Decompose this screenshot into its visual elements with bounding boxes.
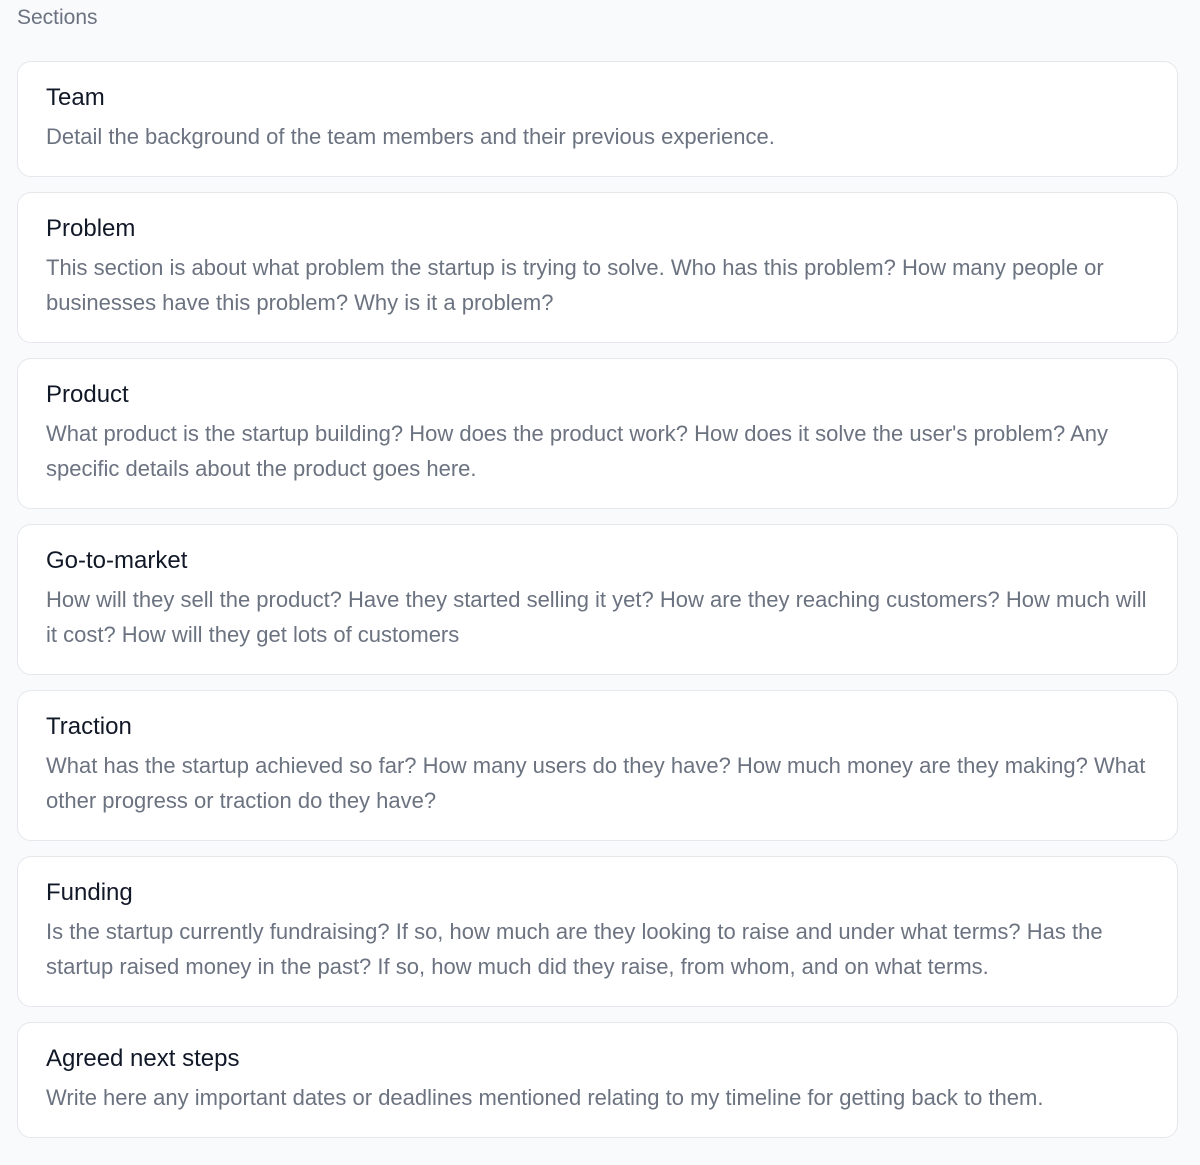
section-card-agreed-next-steps[interactable] <box>17 1022 1178 1138</box>
section-title: Team <box>46 84 105 111</box>
section-title: Problem <box>46 215 136 242</box>
section-description: What has the startup achieved so far? How many users do they have? How much money are they making? What other progress or traction do they have? <box>46 753 1146 813</box>
section-card-funding[interactable] <box>17 856 1178 1007</box>
section-card-traction[interactable] <box>17 690 1178 841</box>
section-card-team[interactable] <box>17 61 1178 177</box>
section-description: How will they sell the product? Have they started selling it yet? How are they reaching customers? How much will it cost? How will they get lots of customers <box>46 587 1147 647</box>
section-title: Agreed next steps <box>46 1045 240 1072</box>
section-card-product[interactable] <box>17 358 1178 509</box>
section-description: This section is about what problem the startup is trying to solve. Who has this problem? How many people or businesses have this problem? Why is it a problem? <box>46 255 1104 315</box>
section-title: Go-to-market <box>46 547 188 574</box>
sections-list <box>17 61 1178 1138</box>
section-card-go-to-market[interactable] <box>17 524 1178 675</box>
section-title: Product <box>46 381 129 408</box>
section-title: Traction <box>46 713 132 740</box>
section-description: Detail the background of the team members and their previous experience. <box>46 124 775 149</box>
section-title: Funding <box>46 879 133 906</box>
section-description: Is the startup currently fundraising? If so, how much are they looking to raise and under what terms? Has the startup raised money in the past? If so, how much did they raise, from whom, and on what terms. <box>46 919 1103 979</box>
section-card-problem[interactable] <box>17 192 1178 343</box>
section-description: What product is the startup building? How does the product work? How does it solve the user's problem? Any specific details about the product goes here. <box>46 421 1108 481</box>
section-description: Write here any important dates or deadlines mentioned relating to my timeline for getting back to them. <box>46 1085 1044 1110</box>
sections-heading: Sections <box>17 6 98 29</box>
